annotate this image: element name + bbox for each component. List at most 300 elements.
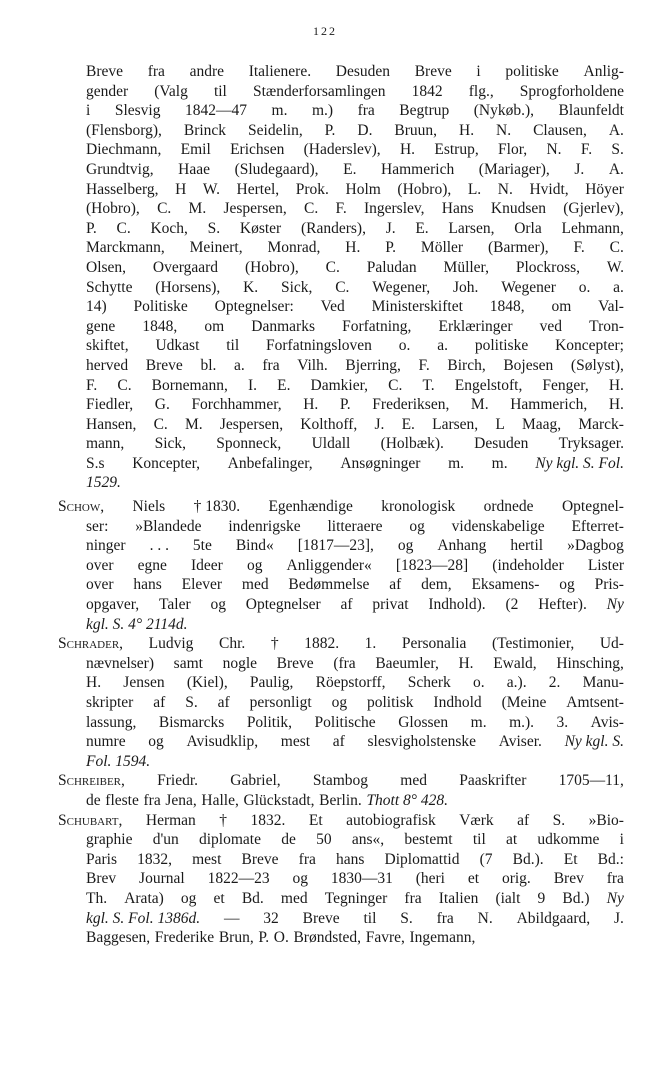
- word: Haae: [178, 160, 211, 178]
- word: 9: [537, 889, 546, 907]
- word: i: [619, 831, 624, 849]
- word: Marck-: [578, 415, 624, 433]
- word: af: [340, 596, 353, 614]
- word: Optegnelser: [245, 596, 321, 614]
- word: Optegnel-: [561, 498, 624, 516]
- word: Slesvig: [114, 102, 161, 120]
- word: Clausen,: [533, 121, 587, 139]
- word: (Flensborg),: [86, 121, 162, 139]
- word: Overgaard: [152, 258, 219, 276]
- word: og: [331, 694, 348, 711]
- word: fra: [357, 102, 375, 120]
- word: Estrup,: [434, 141, 479, 159]
- word: Efterret-: [571, 517, 624, 535]
- word: Larsen,: [448, 219, 495, 237]
- word: a.: [437, 337, 448, 355]
- word: Larsen,: [432, 415, 479, 433]
- word: Val-: [598, 298, 624, 316]
- word: (Kiel),: [186, 674, 228, 692]
- word: mest: [192, 850, 222, 868]
- word: H.: [608, 376, 624, 394]
- word: og: [210, 596, 226, 614]
- word: N.: [546, 141, 562, 159]
- word: 1.: [364, 635, 377, 653]
- word: Avisudklip,: [186, 733, 259, 751]
- word: P.: [86, 219, 97, 237]
- word: (Barmer),: [487, 239, 549, 257]
- word: Niels: [132, 498, 166, 516]
- text-line: [86, 654, 624, 674]
- word: (Holbæk).: [380, 435, 444, 453]
- word: Bd.): [562, 889, 590, 907]
- word: kgl. S. Fol. 1386d.: [86, 909, 201, 927]
- word: de: [281, 831, 296, 849]
- word: Flor,: [498, 141, 528, 159]
- word: Ideer: [191, 556, 223, 574]
- word: Koncepter;: [555, 337, 624, 355]
- word: Breve: [276, 654, 314, 672]
- word: F.: [335, 200, 347, 218]
- word: C.: [117, 376, 132, 394]
- word: graphie: [86, 831, 133, 849]
- word: M.: [470, 396, 489, 414]
- word: til: [226, 337, 240, 355]
- word: Ny kgl. S. Fol.: [535, 454, 624, 472]
- text-line: [86, 517, 624, 537]
- word: Uldall: [311, 435, 351, 453]
- text-line: [86, 160, 624, 180]
- text-line: [86, 752, 624, 772]
- word: Stambog: [312, 772, 369, 790]
- word: S.: [207, 219, 221, 237]
- word: (Mariager),: [478, 160, 550, 178]
- word: Frederiksen,: [372, 396, 450, 414]
- word: litteraere: [327, 517, 383, 535]
- word: fleste: [105, 791, 139, 809]
- word: Udkast: [155, 337, 200, 355]
- word: ninger: [86, 537, 126, 555]
- word: Politiske: [133, 298, 188, 316]
- word: Abildgaard,: [516, 909, 591, 927]
- word: Hertel,: [236, 180, 280, 198]
- text-line: [86, 473, 624, 493]
- word: N.: [497, 180, 513, 198]
- word: Erichsen: [230, 141, 285, 159]
- word: Ved: [320, 298, 345, 316]
- text-line: [86, 556, 624, 576]
- word: og: [397, 537, 414, 555]
- word: Diechmann,: [86, 141, 162, 159]
- word: opgaver,: [86, 596, 140, 614]
- word: privat: [372, 596, 409, 614]
- word: 1830—31: [330, 870, 393, 888]
- word: Indhold).: [428, 596, 486, 614]
- word: S.: [611, 141, 624, 159]
- word: H.: [303, 396, 319, 414]
- word: diplomate: [199, 831, 261, 849]
- word: ved: [539, 317, 563, 335]
- word: Forchhammer,: [191, 396, 282, 414]
- word: C.: [157, 200, 172, 218]
- word: Jena,: [165, 791, 197, 809]
- word: 1705—11,: [558, 772, 624, 790]
- word: Hvidt,: [529, 180, 569, 198]
- word: Italien: [438, 889, 479, 907]
- word: P.: [258, 929, 270, 947]
- word: hans: [133, 576, 162, 594]
- text-line: [86, 595, 624, 615]
- word: K.: [243, 278, 259, 296]
- word: skiftet,: [86, 337, 129, 355]
- word: at: [505, 831, 518, 849]
- word: C.: [116, 219, 131, 237]
- word: Amtsent-: [566, 694, 624, 711]
- word: C.: [303, 200, 319, 218]
- word: og: [409, 517, 425, 535]
- word: af: [389, 576, 402, 594]
- word: lassung,: [86, 713, 137, 731]
- word: Koncepter,: [132, 454, 200, 472]
- word: Chr.: [219, 635, 246, 653]
- text-line: [86, 317, 624, 337]
- page-number: 122: [313, 24, 337, 38]
- word: Ansøgninger: [340, 454, 421, 472]
- word: (Gjerlev),: [563, 200, 624, 218]
- text-line: [58, 771, 624, 791]
- word: Halle,: [201, 791, 239, 809]
- text-line: [86, 82, 624, 102]
- text-line: [86, 336, 624, 356]
- word: Blaunfeldt: [558, 102, 624, 120]
- word: Hans: [441, 200, 474, 218]
- text-line: [86, 415, 624, 435]
- word: Seidelin,: [248, 121, 303, 139]
- word: 5te: [192, 537, 212, 555]
- word: (Hobro),: [397, 180, 452, 198]
- word: Prok.: [295, 180, 329, 198]
- word: Tegninger: [324, 889, 388, 907]
- word: Baeumler,: [375, 654, 439, 672]
- text-line: [86, 180, 624, 200]
- word: I.: [247, 376, 258, 394]
- word: Hansen,: [86, 415, 137, 433]
- word: bestemt: [404, 831, 453, 849]
- word: Brev: [553, 870, 584, 888]
- word: (fra: [333, 654, 356, 672]
- word: P.: [324, 121, 336, 139]
- word: (Hobro),: [244, 258, 299, 276]
- word: indenrigske: [228, 517, 301, 535]
- word: † 1830.: [193, 498, 241, 516]
- word: N.: [477, 909, 493, 927]
- word: (Sludegaard),: [234, 160, 319, 178]
- word: og: [246, 556, 263, 574]
- word: Wegener: [501, 278, 556, 296]
- word: Jespersen,: [219, 415, 284, 433]
- word: 32: [263, 909, 279, 927]
- word: til: [363, 909, 377, 927]
- word: af: [517, 811, 530, 829]
- word: Breve: [86, 63, 124, 80]
- word: Ludvig: [148, 635, 194, 653]
- word: m.).: [509, 713, 535, 731]
- word: T.: [422, 376, 435, 394]
- word: hans: [336, 850, 365, 868]
- word: Breve: [302, 909, 340, 927]
- word: H.: [86, 674, 102, 692]
- word: Et: [308, 811, 323, 829]
- word: G.: [154, 396, 170, 414]
- text-line: [58, 634, 624, 654]
- word: Sick,: [280, 278, 313, 296]
- word: Bd.).: [512, 850, 544, 868]
- word: †: [219, 811, 228, 829]
- word: Thott 8° 428.: [366, 791, 448, 809]
- word: Pris-: [594, 576, 624, 594]
- word: i: [476, 63, 481, 80]
- word: Wegener,: [372, 278, 431, 296]
- word: †: [270, 635, 279, 653]
- word: ser:: [86, 517, 109, 535]
- word: Brinck: [183, 121, 227, 139]
- word: Meinert,: [189, 239, 243, 257]
- word: Müller,: [443, 258, 489, 276]
- word: »Dagbog: [567, 537, 624, 555]
- word: a.).: [506, 674, 527, 692]
- word: orig.: [501, 870, 531, 888]
- word: J.: [574, 160, 585, 178]
- word: L.: [467, 180, 482, 198]
- word: Berlin.: [319, 791, 362, 809]
- word: »Bio-: [588, 811, 624, 829]
- word: C.: [609, 239, 624, 257]
- text-line: [58, 497, 624, 517]
- word: Anhang: [437, 537, 487, 555]
- word: Birch,: [447, 356, 486, 374]
- word: 1832,: [137, 850, 172, 868]
- word: (Haderslev),: [303, 141, 381, 159]
- word: [1817—23],: [297, 537, 374, 555]
- word: Herman: [145, 811, 196, 829]
- word: A.: [608, 121, 624, 139]
- word: a.: [613, 278, 624, 296]
- word: Scherk: [407, 674, 451, 692]
- entry-head-name: Schrader,: [58, 635, 124, 653]
- word: L: [495, 415, 505, 433]
- word: S.: [185, 694, 198, 711]
- word: Emil: [180, 141, 211, 159]
- word: Ny: [606, 889, 624, 907]
- word: E.: [277, 376, 291, 394]
- word: 1848,: [142, 317, 178, 335]
- word: J.: [614, 909, 624, 927]
- word: fra: [143, 791, 161, 809]
- word: o.: [398, 337, 411, 355]
- word: m.: [271, 102, 288, 120]
- text-line: [86, 297, 624, 317]
- word: F.: [573, 239, 585, 257]
- word: med: [280, 889, 308, 907]
- word: Politische: [314, 713, 376, 731]
- word: over: [86, 556, 114, 574]
- word: F.: [580, 141, 593, 159]
- word: nævnelser): [86, 654, 155, 672]
- word: Favre,: [365, 929, 405, 947]
- word: 1882.: [304, 635, 340, 653]
- word: (ialt: [495, 889, 521, 907]
- word: Paulig,: [249, 674, 294, 692]
- word: »Blandede: [135, 517, 202, 535]
- word: 1842—47: [185, 102, 247, 120]
- word: Glossen: [398, 713, 449, 731]
- word: Orla: [514, 219, 542, 237]
- word: herved: [86, 356, 129, 374]
- word: med: [400, 772, 427, 790]
- catalog-entry: [58, 771, 624, 810]
- word: (Nykøb.),: [473, 102, 535, 120]
- word: fra: [606, 870, 624, 888]
- word: Personalia: [401, 635, 467, 653]
- word: Fenger,: [542, 376, 589, 394]
- word: Aviser.: [498, 733, 542, 751]
- word: Glückstadt,: [243, 791, 315, 809]
- word: Bismarcks: [158, 713, 225, 731]
- word: Sponneck,: [216, 435, 282, 453]
- word: (indeholder: [492, 556, 564, 574]
- word: Grundtvig,: [86, 160, 154, 178]
- word: D.: [357, 121, 373, 139]
- catalog-entry: [58, 497, 624, 634]
- word: S.: [400, 909, 413, 927]
- word: A.: [608, 160, 624, 178]
- word: N.: [496, 121, 512, 139]
- word: o.: [472, 674, 485, 692]
- word: Køster: [239, 219, 282, 237]
- word: slesvigholstenske: [367, 733, 476, 751]
- word: fra: [436, 909, 454, 927]
- word: Baggesen,: [86, 929, 151, 947]
- text-line: [86, 673, 624, 693]
- word: Hammerich: [381, 160, 455, 178]
- word: 14): [86, 298, 107, 316]
- word: W.: [202, 180, 220, 198]
- word: Brev: [86, 870, 117, 888]
- word: Marckmann,: [86, 239, 165, 257]
- word: ans«,: [351, 831, 385, 849]
- word: Bojesen: [503, 356, 554, 374]
- word: C.: [153, 415, 168, 433]
- word: . . .: [149, 537, 169, 555]
- word: Paludan: [366, 258, 417, 276]
- word: H.: [459, 121, 475, 139]
- word: Paris: [86, 850, 117, 868]
- word: P.: [385, 239, 397, 257]
- word: Fol. 1594.: [86, 752, 151, 770]
- word: Eksamens-: [471, 576, 540, 594]
- text-line: [86, 395, 624, 415]
- word: P.: [339, 396, 351, 414]
- word: 3.: [556, 713, 569, 731]
- word: O.: [273, 929, 289, 947]
- word: Værk: [459, 811, 494, 829]
- word: (Hobro),: [86, 200, 140, 218]
- word: og: [180, 889, 197, 907]
- word: d'un: [152, 831, 179, 849]
- word: H.: [608, 396, 624, 414]
- word: Joh.: [452, 278, 479, 296]
- word: Ny kgl. S.: [564, 733, 624, 751]
- word: Lister: [587, 556, 624, 574]
- word: hertil: [510, 537, 544, 555]
- word: Holm: [345, 180, 381, 198]
- text-line: [86, 278, 624, 298]
- word: Anlig-: [583, 63, 624, 80]
- word: (7: [479, 850, 493, 868]
- word: Tron-: [589, 317, 624, 335]
- text-line: [86, 909, 624, 929]
- word: m.: [491, 454, 508, 472]
- word: Bruun,: [394, 121, 438, 139]
- word: Engelstoft,: [454, 376, 523, 394]
- text-line: [86, 791, 624, 811]
- word: gene: [86, 317, 116, 335]
- word: gender: [86, 82, 129, 100]
- word: Ewald,: [493, 654, 537, 672]
- word: W.: [606, 258, 624, 276]
- word: Diplomattid: [384, 850, 460, 868]
- word: Ny: [606, 596, 624, 614]
- word: Hammerich,: [510, 396, 588, 414]
- text-line: [86, 575, 624, 595]
- word: Anliggender«: [286, 556, 372, 574]
- word: Egenhændige: [268, 498, 353, 516]
- word: Erklæringer: [438, 317, 513, 335]
- word: 50: [316, 831, 332, 849]
- word: Optegnelser:: [214, 298, 294, 316]
- word: Damkier,: [310, 376, 369, 394]
- word: fra: [298, 850, 316, 868]
- word: videnskabelige: [451, 517, 545, 535]
- word: C.: [325, 258, 340, 276]
- word: Th.: [86, 889, 108, 907]
- word: dem,: [421, 576, 452, 594]
- entry-head-name: Schow,: [58, 498, 105, 516]
- word: Tryksager.: [558, 435, 624, 453]
- word: kgl. S. 4° 2114d.: [86, 615, 188, 633]
- word: 1529.: [86, 474, 121, 492]
- word: Knudsen: [490, 200, 546, 218]
- word: mann,: [86, 435, 125, 453]
- word: F.: [418, 356, 430, 374]
- word: a.: [234, 356, 245, 374]
- word: Koch,: [150, 219, 188, 237]
- word: Danmarks: [251, 317, 315, 335]
- word: Et: [563, 850, 578, 868]
- word: Stænderforsamlingen: [252, 82, 386, 100]
- word: et: [467, 870, 480, 888]
- word: (Randers),: [300, 219, 366, 237]
- text-line: [86, 928, 624, 948]
- word: E.: [401, 415, 415, 433]
- word: og: [148, 733, 164, 751]
- word: af: [332, 733, 345, 751]
- word: af: [217, 694, 230, 711]
- text-line: [86, 258, 624, 278]
- word: Bd.: [241, 889, 264, 907]
- word: samt: [173, 654, 203, 672]
- word: Forfatningsloven: [266, 337, 372, 355]
- word: S.: [552, 811, 566, 829]
